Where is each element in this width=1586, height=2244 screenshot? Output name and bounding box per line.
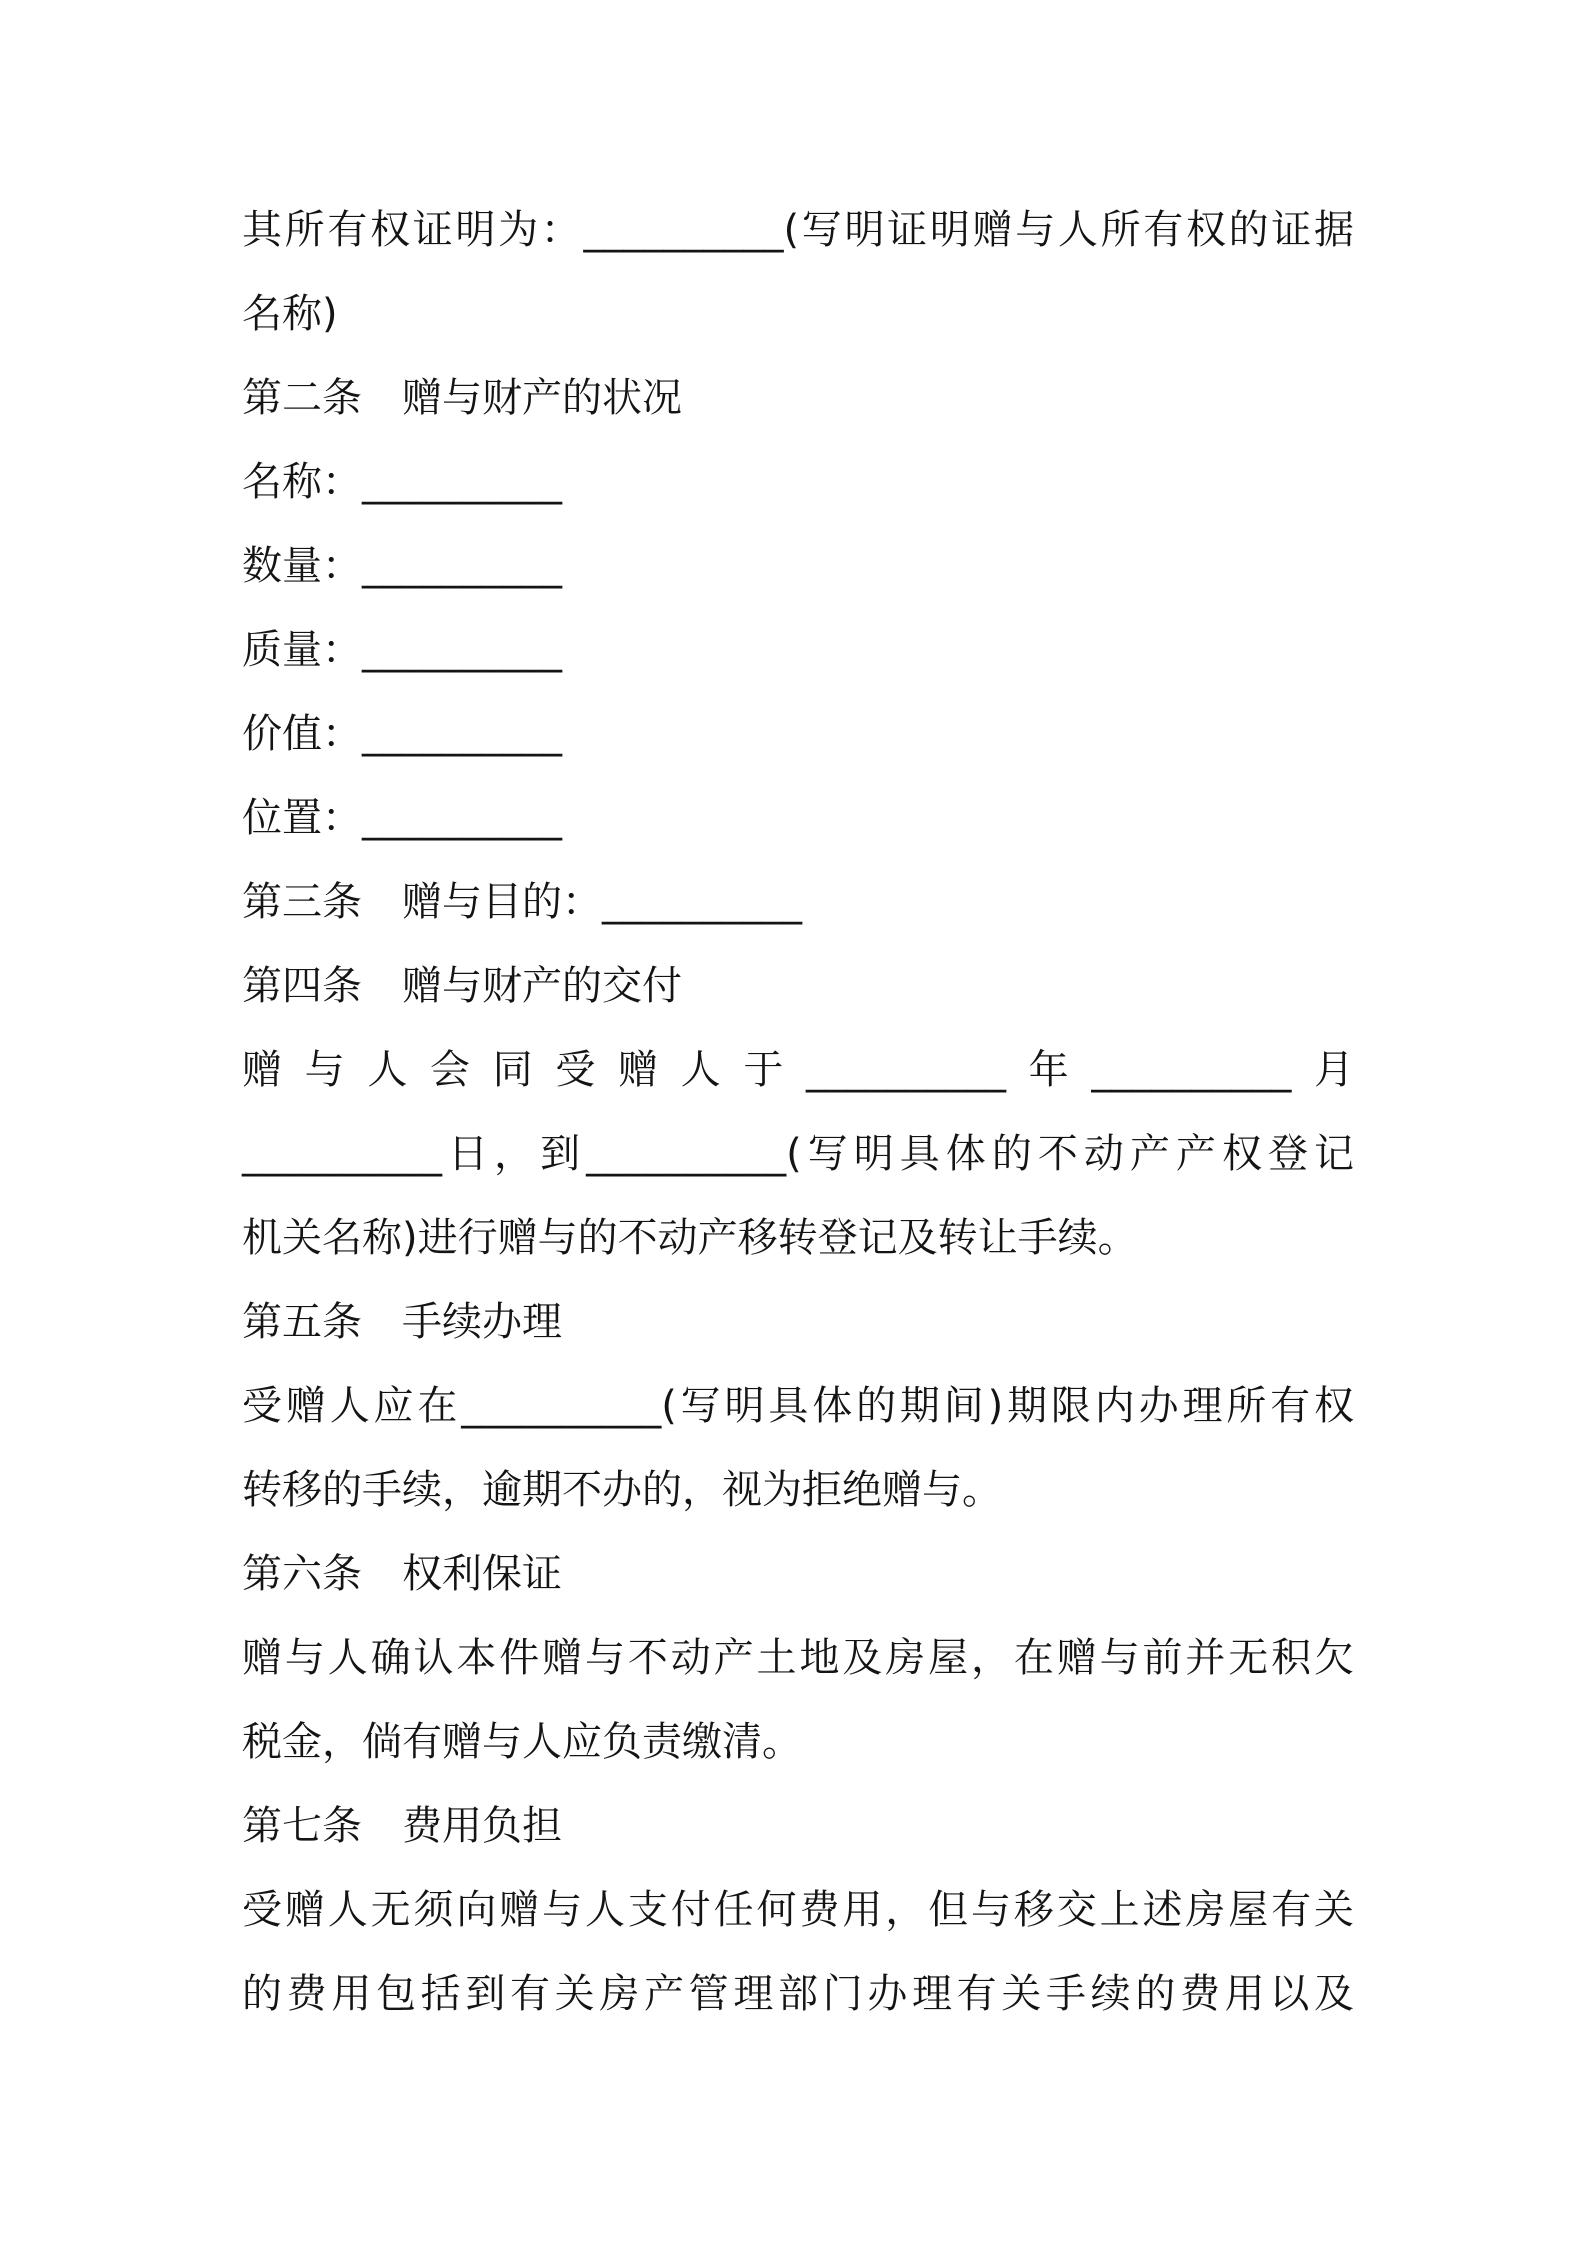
article-4-heading: 第四条 赠与财产的交付 <box>242 963 682 1009</box>
field-quality: 质量：__________ <box>242 627 562 673</box>
ownership-proof-line-end: 名称) <box>242 291 338 337</box>
article-2-heading: 第二条 赠与财产的状况 <box>242 375 682 421</box>
field-quantity: 数量：__________ <box>242 543 562 589</box>
field-name: 名称：__________ <box>242 459 562 505</box>
article-4-body-line: __________日，到__________(写明具体的不动产产权登记 <box>242 1131 1354 1177</box>
field-location: 位置：__________ <box>242 795 562 841</box>
article-7-body-line: 的费用包括到有关房产管理部门办理有关手续的费用以及 <box>242 1971 1354 2017</box>
article-7-body-line: 受赠人无须向赠与人支付任何费用，但与移交上述房屋有关 <box>242 1887 1354 1933</box>
article-6-heading: 第六条 权利保证 <box>242 1551 562 1597</box>
article-4-body-line: 赠与人会同受赠人于__________年__________月 <box>242 1047 1354 1093</box>
article-5-body-line: 受赠人应在__________(写明具体的期间)期限内办理所有权 <box>242 1383 1354 1429</box>
article-6-body-line: 税金，倘有赠与人应负责缴清。 <box>242 1719 802 1765</box>
article-4-body-line: 机关名称)进行赠与的不动产移转登记及转让手续。 <box>242 1215 1138 1261</box>
article-6-body-line: 赠与人确认本件赠与不动产土地及房屋，在赠与前并无积欠 <box>242 1635 1354 1681</box>
article-3-heading: 第三条 赠与目的：__________ <box>242 879 802 925</box>
ownership-proof-line: 其所有权证明为：__________(写明证明赠与人所有权的证据 <box>242 207 1354 253</box>
article-5-heading: 第五条 手续办理 <box>242 1299 562 1345</box>
article-7-heading: 第七条 费用负担 <box>242 1803 562 1849</box>
article-5-body-line: 转移的手续，逾期不办的，视为拒绝赠与。 <box>242 1467 1002 1513</box>
field-value: 价值：__________ <box>242 711 562 757</box>
